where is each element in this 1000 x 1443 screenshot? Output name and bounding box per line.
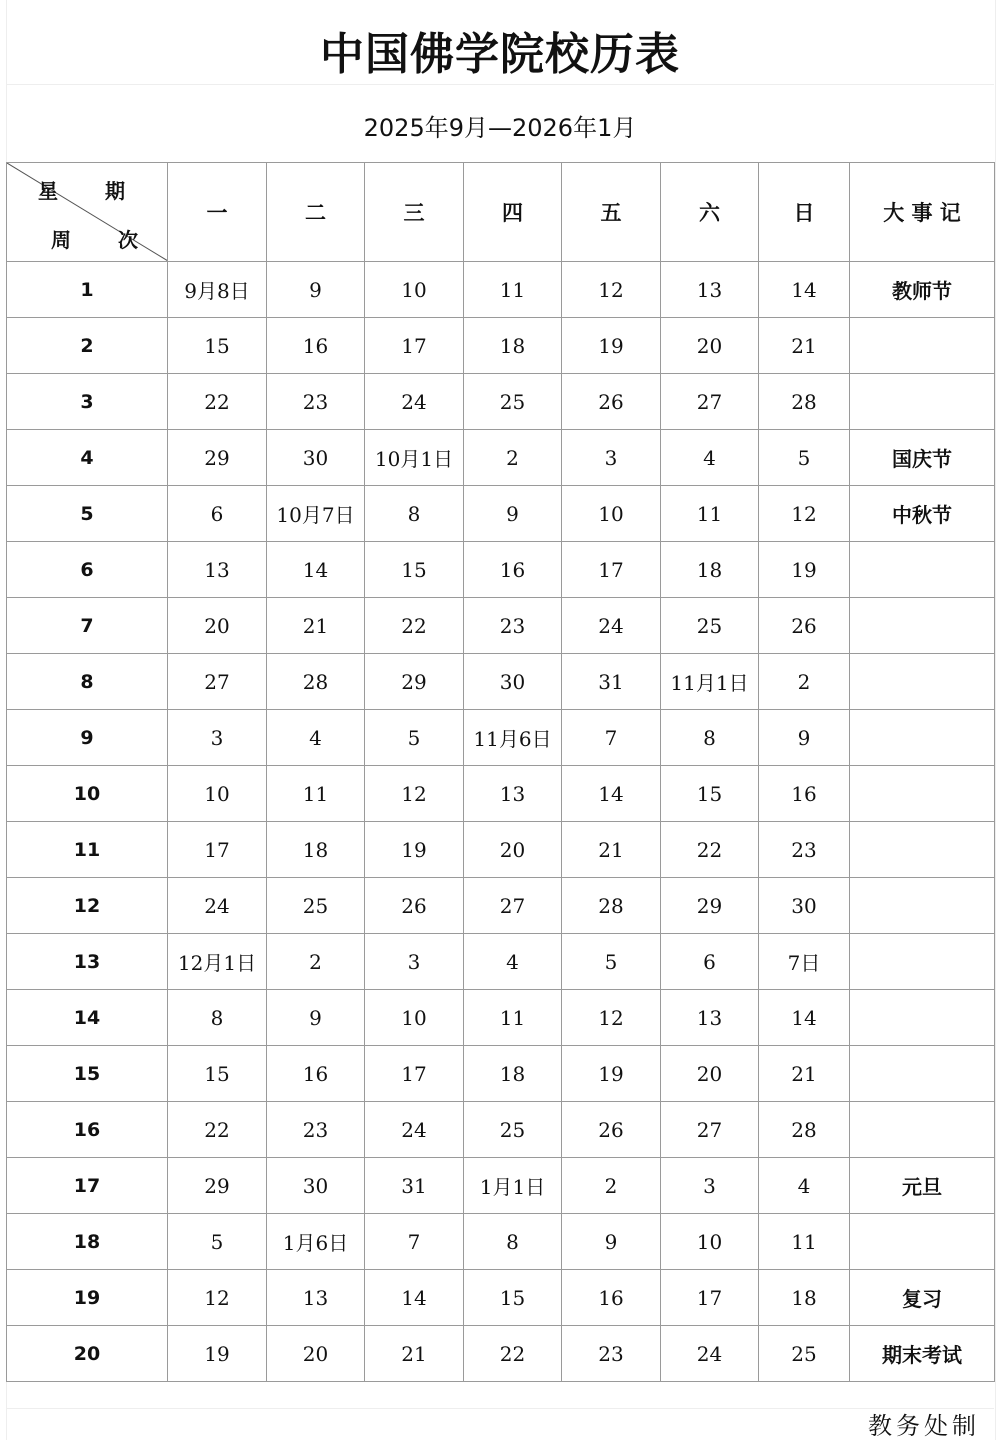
weekday-header-tue: 二 [267, 163, 365, 262]
issuer-label: 教务处制 [868, 1412, 980, 1440]
date-cell: 21 [267, 598, 365, 654]
date-cell: 5 [759, 430, 850, 486]
date-cell: 4 [267, 710, 365, 766]
date-cell: 14 [759, 262, 850, 318]
table-row [7, 374, 995, 430]
date-cell: 29 [168, 1158, 267, 1214]
weekday-header-sun: 日 [759, 163, 850, 262]
date-cell: 10 [365, 990, 464, 1046]
event-cell [850, 542, 995, 598]
date-cell: 12 [759, 486, 850, 542]
date-cell: 25 [464, 374, 562, 430]
weekday-header-sat: 六 [661, 163, 759, 262]
date-cell: 2 [562, 1158, 661, 1214]
date-cell: 15 [365, 542, 464, 598]
date-cell: 19 [562, 318, 661, 374]
date-cell: 13 [168, 542, 267, 598]
date-cell: 30 [267, 430, 365, 486]
event-cell [850, 822, 995, 878]
date-cell: 12 [562, 262, 661, 318]
date-cell: 29 [168, 430, 267, 486]
date-cell: 19 [168, 1326, 267, 1382]
event-cell [850, 934, 995, 990]
week-number: 7 [7, 598, 168, 654]
header-row [7, 163, 995, 262]
table-row [7, 1102, 995, 1158]
date-cell: 21 [562, 822, 661, 878]
week-axis-label: 周 次 [51, 228, 158, 252]
date-cell: 13 [661, 990, 759, 1046]
weekday-header-wed: 三 [365, 163, 464, 262]
event-cell: 教师节 [850, 262, 995, 318]
date-cell: 18 [661, 542, 759, 598]
date-cell: 9 [464, 486, 562, 542]
date-cell: 20 [661, 1046, 759, 1102]
date-cell: 8 [365, 486, 464, 542]
week-number: 2 [7, 318, 168, 374]
date-cell: 8 [168, 990, 267, 1046]
date-cell: 16 [562, 1270, 661, 1326]
event-cell [850, 710, 995, 766]
date-cell: 16 [759, 766, 850, 822]
week-number: 3 [7, 374, 168, 430]
table-row [7, 1326, 995, 1382]
week-number: 16 [7, 1102, 168, 1158]
date-cell: 12 [562, 990, 661, 1046]
table-row [7, 262, 995, 318]
event-cell [850, 878, 995, 934]
week-number: 5 [7, 486, 168, 542]
date-cell: 14 [267, 542, 365, 598]
week-number: 4 [7, 430, 168, 486]
date-cell: 5 [168, 1214, 267, 1270]
date-cell: 19 [759, 542, 850, 598]
event-cell: 国庆节 [850, 430, 995, 486]
date-cell: 8 [464, 1214, 562, 1270]
date-cell: 9 [562, 1214, 661, 1270]
event-cell [850, 1102, 995, 1158]
week-number: 17 [7, 1158, 168, 1214]
date-cell: 16 [464, 542, 562, 598]
week-number: 11 [7, 822, 168, 878]
date-cell: 29 [661, 878, 759, 934]
date-cell: 20 [168, 598, 267, 654]
date-cell: 12月1日 [168, 934, 267, 990]
date-cell: 4 [464, 934, 562, 990]
date-cell: 22 [168, 374, 267, 430]
date-cell: 12 [168, 1270, 267, 1326]
table-row [7, 934, 995, 990]
week-number: 14 [7, 990, 168, 1046]
table-row [7, 990, 995, 1046]
date-cell: 28 [267, 654, 365, 710]
date-cell: 17 [168, 822, 267, 878]
table-row [7, 710, 995, 766]
date-cell: 13 [661, 262, 759, 318]
date-cell: 18 [464, 1046, 562, 1102]
date-cell: 22 [365, 598, 464, 654]
event-cell [850, 990, 995, 1046]
table-row [7, 822, 995, 878]
date-cell: 19 [562, 1046, 661, 1102]
date-cell: 23 [267, 374, 365, 430]
date-cell: 23 [464, 598, 562, 654]
date-cell: 24 [365, 374, 464, 430]
table-row [7, 1158, 995, 1214]
date-cell: 16 [267, 1046, 365, 1102]
table-row [7, 1046, 995, 1102]
date-range: 2025年9月—2026年1月 [363, 114, 637, 142]
event-cell: 期末考试 [850, 1326, 995, 1382]
date-cell: 9 [759, 710, 850, 766]
event-cell [850, 598, 995, 654]
date-cell: 15 [168, 1046, 267, 1102]
week-number: 10 [7, 766, 168, 822]
date-cell: 15 [464, 1270, 562, 1326]
date-cell: 30 [759, 878, 850, 934]
week-number: 8 [7, 654, 168, 710]
date-cell: 3 [168, 710, 267, 766]
date-cell: 1月1日 [464, 1158, 562, 1214]
table-row [7, 542, 995, 598]
date-cell: 26 [562, 374, 661, 430]
date-cell: 27 [661, 1102, 759, 1158]
table-row [7, 878, 995, 934]
table-row [7, 1214, 995, 1270]
weekday-header-thu: 四 [464, 163, 562, 262]
date-cell: 27 [168, 654, 267, 710]
date-cell: 20 [464, 822, 562, 878]
date-cell: 11月1日 [661, 654, 759, 710]
table-row [7, 598, 995, 654]
date-cell: 22 [464, 1326, 562, 1382]
date-cell: 3 [661, 1158, 759, 1214]
date-cell: 9 [267, 990, 365, 1046]
date-cell: 10 [365, 262, 464, 318]
calendar-table [6, 162, 995, 1382]
table-row [7, 486, 995, 542]
date-cell: 21 [365, 1326, 464, 1382]
date-cell: 13 [464, 766, 562, 822]
date-cell: 25 [267, 878, 365, 934]
table-row [7, 654, 995, 710]
date-cell: 9 [267, 262, 365, 318]
event-cell [850, 374, 995, 430]
date-cell: 11 [464, 262, 562, 318]
date-cell: 3 [365, 934, 464, 990]
date-cell: 26 [759, 598, 850, 654]
date-cell: 27 [661, 374, 759, 430]
date-cell: 26 [562, 1102, 661, 1158]
weekday-header-fri: 五 [562, 163, 661, 262]
date-cell: 17 [661, 1270, 759, 1326]
date-cell: 21 [759, 318, 850, 374]
date-cell: 24 [661, 1326, 759, 1382]
week-number: 18 [7, 1214, 168, 1270]
date-cell: 11 [661, 486, 759, 542]
week-number: 15 [7, 1046, 168, 1102]
date-cell: 22 [661, 822, 759, 878]
date-cell: 11 [759, 1214, 850, 1270]
date-cell: 10 [661, 1214, 759, 1270]
date-cell: 7 [562, 710, 661, 766]
date-cell: 18 [464, 318, 562, 374]
date-cell: 23 [562, 1326, 661, 1382]
date-cell: 15 [661, 766, 759, 822]
table-row [7, 766, 995, 822]
date-cell: 28 [759, 1102, 850, 1158]
date-cell: 18 [267, 822, 365, 878]
date-cell: 20 [661, 318, 759, 374]
date-cell: 7日 [759, 934, 850, 990]
table-row [7, 318, 995, 374]
date-cell: 13 [267, 1270, 365, 1326]
date-cell: 2 [464, 430, 562, 486]
date-cell: 5 [365, 710, 464, 766]
week-number: 12 [7, 878, 168, 934]
week-number: 19 [7, 1270, 168, 1326]
date-cell: 21 [759, 1046, 850, 1102]
date-cell: 25 [759, 1326, 850, 1382]
date-cell: 4 [759, 1158, 850, 1214]
page-title: 中国佛学院校历表 [320, 29, 680, 80]
week-number: 20 [7, 1326, 168, 1382]
event-cell: 中秋节 [850, 486, 995, 542]
date-cell: 28 [562, 878, 661, 934]
date-cell: 12 [365, 766, 464, 822]
week-number: 9 [7, 710, 168, 766]
date-cell: 22 [168, 1102, 267, 1158]
date-cell: 11 [267, 766, 365, 822]
date-cell: 24 [365, 1102, 464, 1158]
date-cell: 11 [464, 990, 562, 1046]
date-cell: 20 [267, 1326, 365, 1382]
date-cell: 3 [562, 430, 661, 486]
date-cell: 2 [267, 934, 365, 990]
date-cell: 23 [267, 1102, 365, 1158]
date-cell: 27 [464, 878, 562, 934]
date-cell: 6 [661, 934, 759, 990]
date-cell: 26 [365, 878, 464, 934]
date-cell: 24 [562, 598, 661, 654]
date-cell: 30 [267, 1158, 365, 1214]
table-row [7, 1270, 995, 1326]
event-cell: 元旦 [850, 1158, 995, 1214]
date-cell: 14 [759, 990, 850, 1046]
date-cell: 17 [562, 542, 661, 598]
date-cell: 2 [759, 654, 850, 710]
date-cell: 8 [661, 710, 759, 766]
date-cell: 10 [562, 486, 661, 542]
event-cell [850, 766, 995, 822]
date-cell: 30 [464, 654, 562, 710]
weekday-axis-label: 星 期 [38, 179, 145, 203]
week-number: 6 [7, 542, 168, 598]
weekday-header-mon: 一 [168, 163, 267, 262]
date-cell: 10月7日 [267, 486, 365, 542]
date-cell: 28 [759, 374, 850, 430]
date-cell: 15 [168, 318, 267, 374]
date-cell: 14 [562, 766, 661, 822]
date-cell: 10 [168, 766, 267, 822]
date-cell: 31 [562, 654, 661, 710]
date-cell: 16 [267, 318, 365, 374]
date-cell: 23 [759, 822, 850, 878]
date-cell: 29 [365, 654, 464, 710]
date-cell: 25 [464, 1102, 562, 1158]
event-cell: 复习 [850, 1270, 995, 1326]
date-cell: 18 [759, 1270, 850, 1326]
date-cell: 11月6日 [464, 710, 562, 766]
event-cell [850, 1046, 995, 1102]
date-cell: 10月1日 [365, 430, 464, 486]
week-number: 13 [7, 934, 168, 990]
corner-header-cell [7, 163, 168, 262]
date-cell: 19 [365, 822, 464, 878]
events-header: 大 事 记 [850, 163, 995, 262]
date-cell: 17 [365, 318, 464, 374]
week-number: 1 [7, 262, 168, 318]
date-cell: 17 [365, 1046, 464, 1102]
table-row [7, 430, 995, 486]
date-cell: 24 [168, 878, 267, 934]
date-cell: 4 [661, 430, 759, 486]
date-cell: 6 [168, 486, 267, 542]
event-cell [850, 1214, 995, 1270]
date-cell: 7 [365, 1214, 464, 1270]
event-cell [850, 654, 995, 710]
date-cell: 1月6日 [267, 1214, 365, 1270]
date-cell: 9月8日 [168, 262, 267, 318]
date-cell: 14 [365, 1270, 464, 1326]
date-cell: 25 [661, 598, 759, 654]
date-cell: 31 [365, 1158, 464, 1214]
date-cell: 5 [562, 934, 661, 990]
event-cell [850, 318, 995, 374]
